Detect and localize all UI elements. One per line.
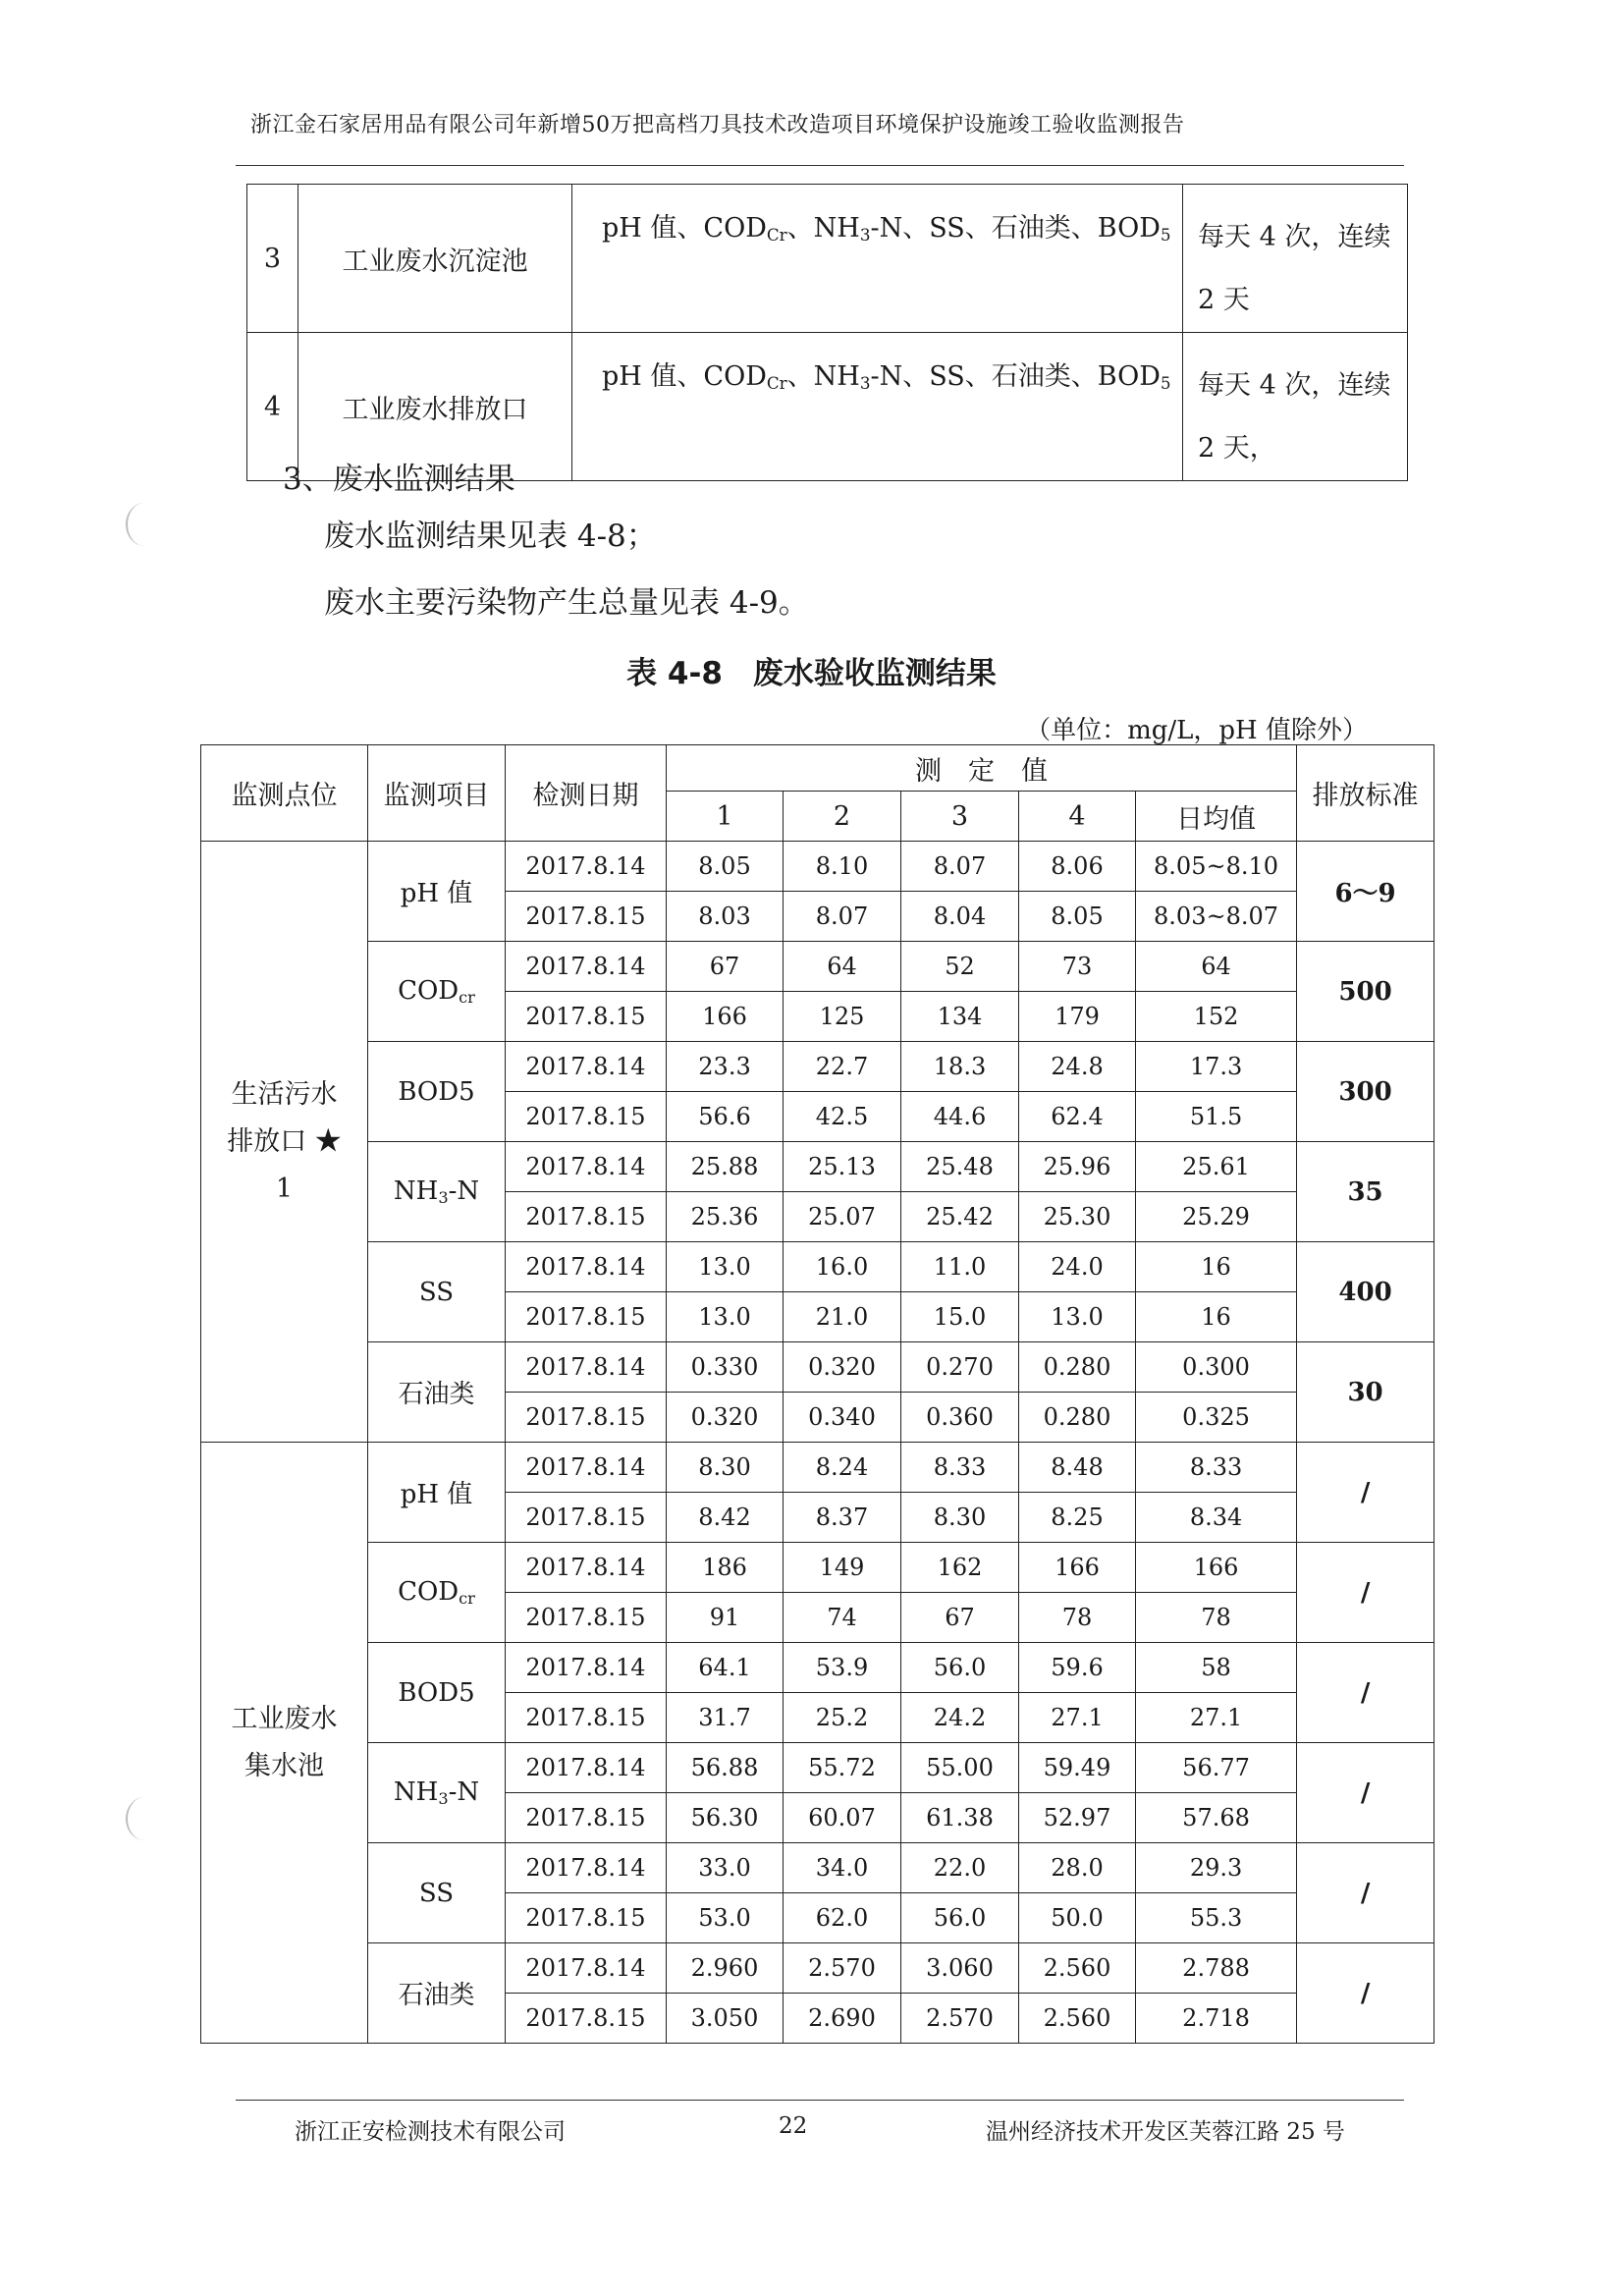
discharge-standard-cell: /: [1297, 1443, 1434, 1543]
monitoring-plan-table: [246, 184, 1408, 481]
discharge-standard-cell: /: [1297, 1843, 1434, 1943]
measured-value-3: 25.42: [901, 1192, 1019, 1242]
test-date-cell: 2017.8.14: [506, 842, 667, 892]
daily-average-cell: 55.3: [1136, 1893, 1297, 1943]
measured-value-4: 0.280: [1019, 1342, 1136, 1393]
plan-row-number: 4: [247, 333, 298, 481]
measured-value-2: 8.10: [784, 842, 901, 892]
daily-average-cell: 78: [1136, 1593, 1297, 1643]
measured-value-3: 0.360: [901, 1393, 1019, 1443]
measured-value-3: 44.6: [901, 1092, 1019, 1142]
daily-average-cell: 56.77: [1136, 1743, 1297, 1793]
test-date-cell: 2017.8.14: [506, 1142, 667, 1192]
test-date-cell: 2017.8.14: [506, 1242, 667, 1292]
test-date-cell: 2017.8.14: [506, 1643, 667, 1693]
test-date-cell: 2017.8.15: [506, 1192, 667, 1242]
unit-note: （单位：mg/L，pH 值除外）: [1025, 716, 1368, 745]
report-header-title: 浙江金石家居用品有限公司年新增50万把高档刀具技术改造项目环境保护设施竣工验收监测报告: [250, 113, 1185, 137]
measured-value-4: 8.05: [1019, 892, 1136, 942]
test-date-cell: 2017.8.14: [506, 1543, 667, 1593]
test-date-cell: 2017.8.15: [506, 1693, 667, 1743]
daily-average-cell: 8.33: [1136, 1443, 1297, 1493]
test-date-cell: 2017.8.14: [506, 1342, 667, 1393]
table-row: [201, 1042, 1434, 1092]
header-monitoring-item: 监测项目: [368, 745, 506, 842]
measured-value-2: 2.570: [784, 1943, 901, 1994]
measured-value-2: 64: [784, 942, 901, 992]
footer-page-number: 22: [779, 2113, 808, 2139]
measured-value-3: 8.30: [901, 1493, 1019, 1543]
measured-value-3: 52: [901, 942, 1019, 992]
test-date-cell: 2017.8.15: [506, 1593, 667, 1643]
measured-value-1: 8.03: [667, 892, 784, 942]
measured-value-3: 56.0: [901, 1893, 1019, 1943]
plan-row-frequency: 每天 4 次，连续 2 天，: [1183, 333, 1408, 481]
daily-average-cell: 51.5: [1136, 1092, 1297, 1142]
measured-value-2: 53.9: [784, 1643, 901, 1693]
test-date-cell: 2017.8.15: [506, 1994, 667, 2044]
daily-average-cell: 2.788: [1136, 1943, 1297, 1994]
measured-value-4: 25.30: [1019, 1192, 1136, 1242]
measured-value-2: 21.0: [784, 1292, 901, 1342]
monitoring-point-cell: 工业废水 集水池: [201, 1443, 368, 2044]
measured-value-2: 25.07: [784, 1192, 901, 1242]
measured-value-2: 8.07: [784, 892, 901, 942]
measured-value-4: 179: [1019, 992, 1136, 1042]
section-heading: 3、废水监测结果: [283, 462, 515, 497]
daily-average-cell: 29.3: [1136, 1843, 1297, 1893]
measured-value-4: 2.560: [1019, 1994, 1136, 2044]
measured-value-1: 25.88: [667, 1142, 784, 1192]
measured-value-4: 24.8: [1019, 1042, 1136, 1092]
measured-value-2: 149: [784, 1543, 901, 1593]
header-test-date: 检测日期: [506, 745, 667, 842]
measured-value-3: 8.33: [901, 1443, 1019, 1493]
test-date-cell: 2017.8.15: [506, 1493, 667, 1543]
monitoring-point-cell: 生活污水 排放口 ★ 1: [201, 842, 368, 1443]
discharge-standard-cell: 400: [1297, 1242, 1434, 1342]
discharge-standard-cell: /: [1297, 1643, 1434, 1743]
measured-value-3: 55.00: [901, 1743, 1019, 1793]
measured-value-1: 23.3: [667, 1042, 784, 1092]
measured-value-2: 125: [784, 992, 901, 1042]
measured-value-4: 59.6: [1019, 1643, 1136, 1693]
measured-value-1: 53.0: [667, 1893, 784, 1943]
daily-average-cell: 27.1: [1136, 1693, 1297, 1743]
measured-value-4: 28.0: [1019, 1843, 1136, 1893]
daily-average-cell: 2.718: [1136, 1994, 1297, 2044]
measured-value-3: 162: [901, 1543, 1019, 1593]
daily-average-cell: 0.325: [1136, 1393, 1297, 1443]
header-monitoring-point: 监测点位: [201, 745, 368, 842]
plan-row-items: pH 值、$COD_{Cr}$、$NH_3-N$、SS、石油类、$BOD_5$: [572, 185, 1183, 333]
daily-average-cell: 8.03~8.07: [1136, 892, 1297, 942]
discharge-standard-cell: 30: [1297, 1342, 1434, 1443]
table-row: [201, 1943, 1434, 1994]
table-row: [201, 1142, 1434, 1192]
table-row: [201, 942, 1434, 992]
measured-value-1: 2.960: [667, 1943, 784, 1994]
plan-row: [247, 185, 1408, 333]
measured-value-1: 64.1: [667, 1643, 784, 1693]
daily-average-cell: 166: [1136, 1543, 1297, 1593]
daily-average-cell: 16: [1136, 1242, 1297, 1292]
monitoring-item-cell: pH 值: [368, 1443, 506, 1543]
measured-value-3: 24.2: [901, 1693, 1019, 1743]
measured-value-1: 8.30: [667, 1443, 784, 1493]
measured-value-3: 25.48: [901, 1142, 1019, 1192]
measured-value-2: 62.0: [784, 1893, 901, 1943]
header-col-2: 2: [784, 792, 901, 842]
measured-value-3: 0.270: [901, 1342, 1019, 1393]
measured-value-3: 134: [901, 992, 1019, 1042]
test-date-cell: 2017.8.15: [506, 892, 667, 942]
measured-value-2: 34.0: [784, 1843, 901, 1893]
table-row: [201, 1543, 1434, 1593]
test-date-cell: 2017.8.14: [506, 1943, 667, 1994]
measured-value-1: 31.7: [667, 1693, 784, 1743]
plan-row-point: 工业废水沉淀池: [298, 185, 572, 333]
monitoring-item-cell: 石油类: [368, 1943, 506, 2044]
monitoring-item-cell: SS: [368, 1843, 506, 1943]
table-row: [201, 1443, 1434, 1493]
discharge-standard-cell: 500: [1297, 942, 1434, 1042]
table-row: [201, 1643, 1434, 1693]
table-row: [201, 1342, 1434, 1393]
measured-value-1: 25.36: [667, 1192, 784, 1242]
test-date-cell: 2017.8.15: [506, 1393, 667, 1443]
daily-average-cell: 8.05~8.10: [1136, 842, 1297, 892]
test-date-cell: 2017.8.15: [506, 1092, 667, 1142]
header-measured-values: 测 定 值: [667, 745, 1297, 792]
measured-value-3: 3.060: [901, 1943, 1019, 1994]
monitoring-item-cell: 石油类: [368, 1342, 506, 1443]
test-date-cell: 2017.8.14: [506, 1042, 667, 1092]
header-discharge-standard: 排放标准: [1297, 745, 1434, 842]
measured-value-4: 166: [1019, 1543, 1136, 1593]
daily-average-cell: 25.61: [1136, 1142, 1297, 1192]
daily-average-cell: 64: [1136, 942, 1297, 992]
measured-value-4: 24.0: [1019, 1242, 1136, 1292]
measured-value-1: 186: [667, 1543, 784, 1593]
monitoring-item-cell: $COD_{cr}$: [368, 942, 506, 1042]
plan-row-point: 工业废水排放口: [298, 333, 572, 481]
measured-value-4: 59.49: [1019, 1743, 1136, 1793]
measured-value-2: 2.690: [784, 1994, 901, 2044]
measured-value-3: 15.0: [901, 1292, 1019, 1342]
wastewater-results-table: [200, 744, 1434, 2044]
measured-value-1: 56.6: [667, 1092, 784, 1142]
measured-value-3: 11.0: [901, 1242, 1019, 1292]
discharge-standard-cell: 300: [1297, 1042, 1434, 1142]
table-row: [201, 1743, 1434, 1793]
measured-value-2: 25.2: [784, 1693, 901, 1743]
header-rule: [236, 165, 1404, 166]
measured-value-2: 16.0: [784, 1242, 901, 1292]
test-date-cell: 2017.8.15: [506, 1793, 667, 1843]
footer-address: 温州经济技术开发区芙蓉江路 25 号: [986, 2119, 1345, 2145]
measured-value-1: 91: [667, 1593, 784, 1643]
measured-value-3: 22.0: [901, 1843, 1019, 1893]
monitoring-item-cell: $NH_3-N$: [368, 1743, 506, 1843]
measured-value-1: 166: [667, 992, 784, 1042]
plan-row-items: pH 值、$COD_{Cr}$、$NH_3-N$、SS、石油类、$BOD_5$: [572, 333, 1183, 481]
measured-value-4: 13.0: [1019, 1292, 1136, 1342]
measured-value-4: 8.06: [1019, 842, 1136, 892]
measured-value-2: 25.13: [784, 1142, 901, 1192]
footer-company: 浙江正安检测技术有限公司: [295, 2119, 566, 2145]
measured-value-4: 78: [1019, 1593, 1136, 1643]
test-date-cell: 2017.8.14: [506, 1743, 667, 1793]
measured-value-3: 61.38: [901, 1793, 1019, 1843]
measured-value-1: 13.0: [667, 1292, 784, 1342]
measured-value-4: 25.96: [1019, 1142, 1136, 1192]
plan-row-number: 3: [247, 185, 298, 333]
monitoring-item-cell: SS: [368, 1242, 506, 1342]
monitoring-item-cell: BOD5: [368, 1643, 506, 1743]
measured-value-4: 8.25: [1019, 1493, 1136, 1543]
test-date-cell: 2017.8.14: [506, 1843, 667, 1893]
measured-value-2: 60.07: [784, 1793, 901, 1843]
punch-hole-mark: [126, 1797, 163, 1840]
table-row: [201, 1242, 1434, 1292]
section-line-1: 废水监测结果见表 4-8；: [324, 519, 657, 554]
monitoring-item-cell: $NH_3-N$: [368, 1142, 506, 1242]
measured-value-1: 13.0: [667, 1242, 784, 1292]
daily-average-cell: 17.3: [1136, 1042, 1297, 1092]
daily-average-cell: 25.29: [1136, 1192, 1297, 1242]
header-col-1: 1: [667, 792, 784, 842]
table-caption: 表 4-8 废水验收监测结果: [626, 656, 997, 691]
measured-value-2: 55.72: [784, 1743, 901, 1793]
measured-value-2: 74: [784, 1593, 901, 1643]
section-line-2: 废水主要污染物产生总量见表 4-9。: [324, 585, 809, 621]
measured-value-1: 8.05: [667, 842, 784, 892]
header-col-3: 3: [901, 792, 1019, 842]
measured-value-1: 56.88: [667, 1743, 784, 1793]
plan-row-frequency: 每天 4 次，连续 2 天: [1183, 185, 1408, 333]
measured-value-3: 8.04: [901, 892, 1019, 942]
measured-value-3: 67: [901, 1593, 1019, 1643]
measured-value-2: 0.320: [784, 1342, 901, 1393]
test-date-cell: 2017.8.15: [506, 1893, 667, 1943]
daily-average-cell: 152: [1136, 992, 1297, 1042]
measured-value-4: 52.97: [1019, 1793, 1136, 1843]
measured-value-4: 50.0: [1019, 1893, 1136, 1943]
daily-average-cell: 0.300: [1136, 1342, 1297, 1393]
daily-average-cell: 58: [1136, 1643, 1297, 1693]
measured-value-1: 67: [667, 942, 784, 992]
discharge-standard-cell: 6～9: [1297, 842, 1434, 942]
measured-value-3: 8.07: [901, 842, 1019, 892]
punch-hole-mark: [126, 503, 163, 546]
header-daily-average: 日均值: [1136, 792, 1297, 842]
monitoring-item-cell: $COD_{cr}$: [368, 1543, 506, 1643]
header-col-4: 4: [1019, 792, 1136, 842]
discharge-standard-cell: 35: [1297, 1142, 1434, 1242]
measured-value-1: 0.320: [667, 1393, 784, 1443]
measured-value-2: 8.37: [784, 1493, 901, 1543]
test-date-cell: 2017.8.15: [506, 1292, 667, 1342]
measured-value-4: 73: [1019, 942, 1136, 992]
measured-value-3: 2.570: [901, 1994, 1019, 2044]
daily-average-cell: 57.68: [1136, 1793, 1297, 1843]
measured-value-4: 27.1: [1019, 1693, 1136, 1743]
measured-value-1: 56.30: [667, 1793, 784, 1843]
measured-value-2: 42.5: [784, 1092, 901, 1142]
measured-value-3: 18.3: [901, 1042, 1019, 1092]
measured-value-2: 22.7: [784, 1042, 901, 1092]
measured-value-3: 56.0: [901, 1643, 1019, 1693]
measured-value-4: 62.4: [1019, 1092, 1136, 1142]
monitoring-item-cell: BOD5: [368, 1042, 506, 1142]
measured-value-2: 0.340: [784, 1393, 901, 1443]
daily-average-cell: 8.34: [1136, 1493, 1297, 1543]
measured-value-4: 2.560: [1019, 1943, 1136, 1994]
discharge-standard-cell: /: [1297, 1743, 1434, 1843]
table-row: [201, 842, 1434, 892]
footer-rule: [236, 2100, 1404, 2101]
measured-value-4: 0.280: [1019, 1393, 1136, 1443]
discharge-standard-cell: /: [1297, 1543, 1434, 1643]
test-date-cell: 2017.8.15: [506, 992, 667, 1042]
measured-value-1: 0.330: [667, 1342, 784, 1393]
test-date-cell: 2017.8.14: [506, 1443, 667, 1493]
daily-average-cell: 16: [1136, 1292, 1297, 1342]
monitoring-item-cell: pH 值: [368, 842, 506, 942]
discharge-standard-cell: /: [1297, 1943, 1434, 2044]
measured-value-1: 33.0: [667, 1843, 784, 1893]
table-row: [201, 1843, 1434, 1893]
measured-value-1: 3.050: [667, 1994, 784, 2044]
measured-value-4: 8.48: [1019, 1443, 1136, 1493]
measured-value-2: 8.24: [784, 1443, 901, 1493]
test-date-cell: 2017.8.14: [506, 942, 667, 992]
measured-value-1: 8.42: [667, 1493, 784, 1543]
